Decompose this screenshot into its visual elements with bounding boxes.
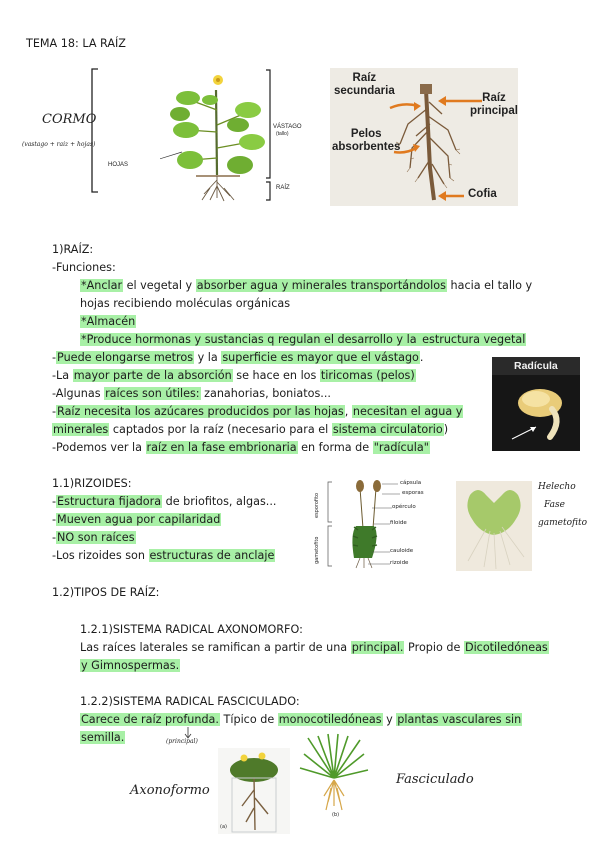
raiz-principal-label-2: principal: [470, 105, 518, 117]
root-diagram: [330, 68, 518, 206]
section1-heading: 1)RAÍZ:: [52, 243, 94, 256]
section11-heading: 1.1)RIZOIDES:: [52, 477, 132, 490]
cormo-plant-illustration: [160, 70, 270, 205]
helecho-label: Helecho: [538, 482, 576, 492]
rizoide-anclaje: -Los rizoides son estructuras de anclaje: [52, 549, 275, 562]
bullet-radicula: -Podemos ver la raíz en la fase embrionaria en forma de "radícula": [52, 441, 429, 454]
principal-note: (principal): [166, 738, 198, 745]
moss-esporofito-label: esporofito: [314, 492, 320, 518]
funciones-label: -Funciones:: [52, 261, 116, 274]
caption-b: (b): [332, 812, 340, 818]
fasciculado-handwritten: Fasciculado: [396, 772, 474, 787]
raiz-secundaria-label-1: Raíz: [352, 72, 377, 84]
moss-capsula-label: cápsula: [400, 480, 422, 486]
fern-gametophyte-photo: [456, 481, 532, 571]
moss-diagram: [310, 478, 445, 570]
caption-a: (a): [220, 824, 227, 830]
cormo-label: CORMO: [42, 112, 97, 127]
fasciculado-photo: [298, 732, 370, 820]
function-1-line-1: *Anclar el vegetal y absorber agua y minerales transportándolos hacia el tallo y: [81, 279, 533, 292]
note-arrow-icon: [184, 727, 192, 739]
bullet-azucares: -Raíz necesita los azúcares producidos por las hojas, necesitan el agua y: [52, 405, 463, 418]
raiz-principal-label-1: Raíz: [482, 92, 506, 104]
axonomorfo-line-2: y Gimnospermas.: [81, 659, 180, 672]
function-1-line-2: hojas recibiendo moléculas orgánicas: [80, 297, 291, 310]
hojas-label: HOJAS: [108, 162, 129, 168]
axonomorfo-photo: [218, 748, 290, 834]
section12-heading: 1.2)TIPOS DE RAÍZ:: [52, 586, 160, 599]
pelos-label-2: absorbentes: [332, 141, 401, 153]
radicula-label: Radícula: [514, 360, 558, 372]
raiz-label: RAÍZ: [276, 185, 290, 191]
axonomorfo-line-1: Las raíces laterales se ramifican a partir de una principal. Propio de Dicotiledóneas: [80, 641, 548, 654]
vastago-label: VÁSTAGO: [273, 124, 302, 130]
raiz-secundaria-label-2: secundaria: [334, 85, 395, 97]
axonomorfo-heading: 1.2.1)SISTEMA RADICAL AXONOMORFO:: [80, 623, 303, 636]
bullet-utiles: -Algunas raíces son útiles: zanahorias, boniatos...: [52, 387, 331, 400]
rizoide-no-raices: -NO son raíces: [52, 531, 135, 544]
cofia-label: Cofia: [468, 188, 497, 200]
moss-operculo-label: opérculo: [392, 504, 416, 510]
moss-filoide-label: filoide: [390, 520, 407, 526]
moss-gametofito-label: gametofito: [314, 536, 320, 564]
moss-cauloide-label: cauloide: [390, 548, 414, 554]
axonoformo-handwritten: Axonoformo: [130, 783, 210, 798]
gametofito-label: gametofito: [538, 518, 588, 528]
cormo-sublabel: (vastago + raiz + hojas): [22, 141, 96, 148]
bullet-absorcion: -La mayor parte de la absorción se hace en los tiricomas (pelos): [52, 369, 415, 382]
function-3: *Produce hormonas y sustancias q regulan el desarrollo y la estructura vegetal: [81, 333, 526, 346]
rizoide-capilaridad: -Mueven agua por capilaridad: [52, 513, 221, 526]
fasciculado-line-1: Carece de raíz profunda. Típico de monocotiledóneas y plantas vasculares sin: [81, 713, 522, 726]
page-title: TEMA 18: LA RAÍZ: [26, 37, 126, 50]
function-2: *Almacén: [81, 315, 136, 328]
fasciculado-heading: 1.2.2)SISTEMA RADICAL FASCICULADO:: [80, 695, 300, 708]
moss-esporas-label: esporas: [402, 490, 424, 496]
fase-label: Fase: [544, 500, 565, 510]
fasciculado-line-2: semilla.: [81, 731, 125, 744]
bullet-elongarse: -Puede elongarse metros y la superficie es mayor que el vástago.: [52, 351, 424, 364]
bullet-minerales: minerales captados por la raíz (necesario para el sistema circulatorio): [53, 423, 449, 436]
vastago-sublabel: (tallo): [276, 131, 289, 137]
moss-rizoide-label: rizoide: [390, 560, 409, 566]
rizoide-fijadora: -Estructura fijadora de briofitos, algas...: [52, 495, 277, 508]
pelos-label-1: Pelos: [350, 128, 382, 140]
radicula-photo: [492, 357, 580, 451]
